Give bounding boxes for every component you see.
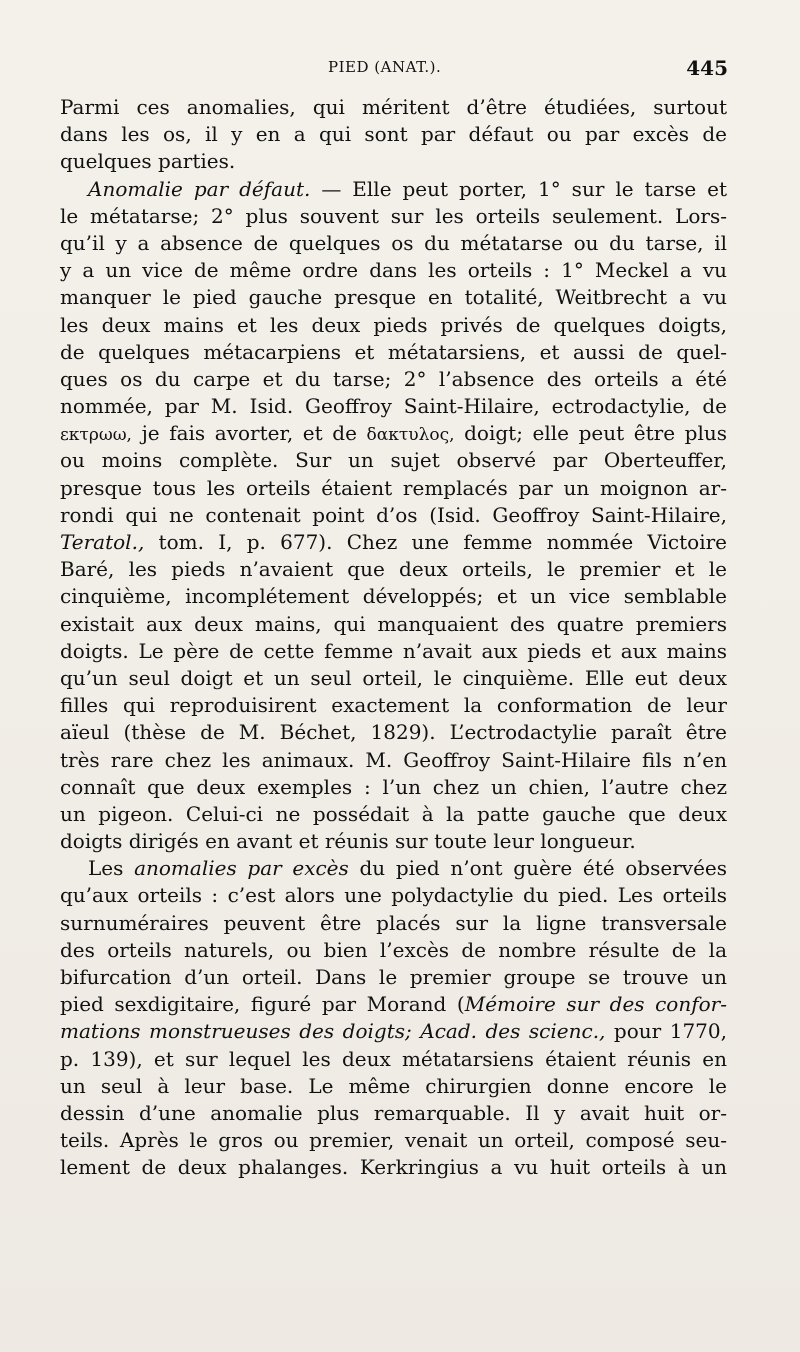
text-line: doigts dirigés en avant et réunis sur toute leur longueur. (60, 829, 636, 854)
text-line: ques os du carpe et du tarse; 2° l’absence des orteils a été (60, 366, 727, 391)
text-line: un seul à leur base. Le même chirurgien donne encore le (60, 1073, 727, 1098)
greek-word: δακτυλος, (366, 425, 455, 446)
text-line: manquer le pied gauche presque en totalité, Weitbrecht a vu (60, 285, 727, 310)
text-line: un pigeon. Celui-ci ne possédait à la patte gauche que deux (60, 801, 727, 826)
text-line (60, 1018, 727, 1045)
text-fragment: Les (88, 856, 135, 881)
text-line: le métatarse; 2° plus souvent sur les orteils seulement. Lors- (60, 203, 727, 228)
text-line: dessin d’une anomalie plus remarquable. Il y avait huit or- (60, 1100, 727, 1125)
text-line (60, 176, 727, 203)
page-header (60, 58, 728, 88)
text-line (60, 529, 727, 556)
text-line: qu’aux orteils : c’est alors une polydactylie du pied. Les orteils (60, 883, 727, 908)
text-line: aïeul (thèse de M. Béchet, 1829). L’ectrodactylie paraît être (60, 720, 727, 745)
text-line: des orteils naturels, ou bien l’excès de nombre résulte de la (60, 937, 727, 962)
text-line (60, 420, 727, 447)
text-line: p. 139), et sur lequel les deux métatarsiens étaient réunis en (60, 1046, 727, 1071)
text-line (60, 991, 727, 1018)
text-fragment: — Elle peut porter, 1° sur le tarse et (310, 176, 728, 201)
text-line: teils. Après le gros ou premier, venait un orteil, composé seu- (60, 1128, 727, 1153)
text-line (60, 855, 727, 882)
text-line: dans les os, il y en a qui sont par défaut ou par excès de (60, 122, 727, 147)
text-line: quelques parties. (60, 149, 236, 174)
text-line: y a un vice de même ordre dans les orteils : 1° Meckel a vu (60, 258, 727, 283)
text-fragment: pour 1770, (605, 1019, 727, 1044)
text-line: bifurcation d’un orteil. Dans le premier groupe se trouve un (60, 965, 727, 989)
text-fragment: tom. I, p. 677). Chez une femme nommée Victoire (144, 530, 727, 554)
greek-word: εκτρωω, (60, 425, 132, 446)
text-line: Parmi ces anomalies, qui méritent d’être étudiées, surtout (60, 95, 727, 119)
text-line: les deux mains et les deux pieds privés de quelques doigts, (60, 312, 727, 337)
text-line: de quelques métacarpiens et métatarsiens, et aussi de quel- (60, 339, 727, 364)
text-line: lement de deux phalanges. Kerkringius a vu huit orteils à un (60, 1155, 727, 1180)
text-line: existait aux deux mains, qui manquaient des quatre premiers (60, 611, 727, 636)
text-fragment: du pied n’ont guère été observées (348, 856, 728, 881)
text-line: qu’un seul doigt et un seul orteil, le cinquième. Elle eut deux (60, 665, 727, 690)
page-number: 445 (686, 56, 728, 80)
text-fragment: je fais avorter, et de (131, 421, 367, 446)
text-line: rondi qui ne contenait point d’os (Isid. Geoffroy Saint-Hilaire, (60, 502, 727, 527)
text-line: nommée, par M. Isid. Geoffroy Saint-Hilaire, ectrodactylie, de (60, 394, 727, 419)
text-line: connaît que deux exemples : l’un chez un chien, l’autre chez (60, 774, 727, 799)
text-fragment: pied sexdigitaire, figuré par Morand ( (60, 992, 465, 1017)
text-line: Baré, les pieds n’avaient que deux orteils, le premier et le (60, 557, 727, 582)
text-line: très rare chez les animaux. M. Geoffroy Saint-Hilaire fils n’en (60, 747, 727, 772)
citation-title: Teratol., (60, 530, 145, 554)
citation-title: mations monstrueuses des doigts; Acad. des scienc., (60, 1019, 606, 1044)
text-line: presque tous les orteils étaient remplacés par un moignon ar- (60, 475, 727, 500)
text-line: filles qui reproduisirent exactement la conformation de leur (60, 693, 727, 718)
text-line: cinquième, incomplétement développés; et un vice semblable (60, 584, 727, 609)
section-title-excess: anomalies par excès (134, 856, 349, 881)
text-line: qu’il y a absence de quelques os du métatarse ou du tarse, il (60, 230, 727, 255)
running-title: PIED (ANAT.). (328, 58, 442, 76)
text-line: ou moins complète. Sur un sujet observé par Oberteuffer, (60, 448, 727, 473)
body-text (60, 94, 727, 1182)
text-line: doigts. Le père de cette femme n’avait aux pieds et aux mains (60, 638, 727, 663)
text-fragment: doigt; elle peut être plus (454, 421, 727, 446)
section-title-default: Anomalie par défaut. (88, 176, 311, 201)
text-line: surnuméraires peuvent être placés sur la ligne transversale (60, 910, 727, 935)
citation-title: Mémoire sur des confor- (464, 992, 727, 1017)
